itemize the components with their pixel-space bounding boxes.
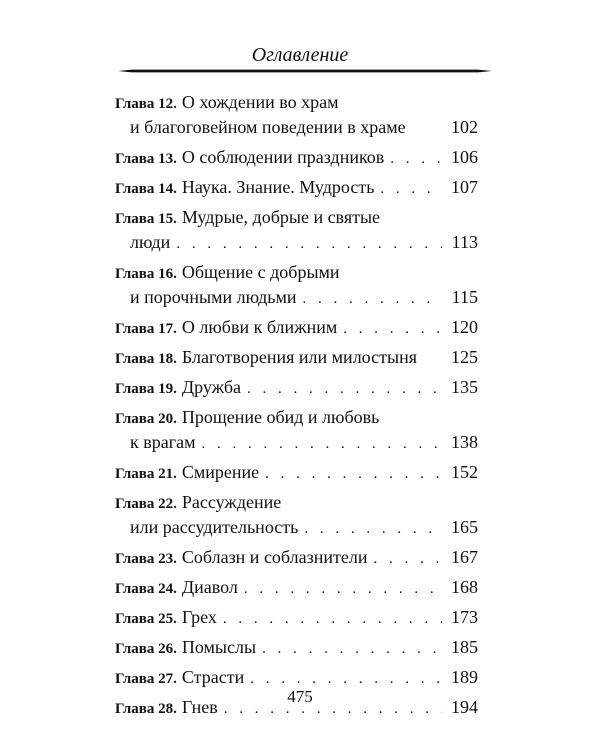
toc-entry (115, 575, 478, 600)
chapter-title: Благотворения или милостыня (181, 347, 417, 367)
chapter-page-number: 125 (451, 347, 478, 367)
chapter-page-number: 135 (451, 377, 478, 397)
toc-entry-line (115, 545, 478, 570)
dot-leader (202, 432, 443, 457)
toc-entry (115, 205, 478, 255)
toc-entry (115, 545, 478, 570)
chapter-title: или рассудительность (130, 517, 299, 537)
toc-entry (115, 175, 478, 200)
chapter-title: Наука. Знание. Мудрость (181, 177, 375, 197)
dot-leader (262, 637, 442, 662)
chapter-label: Глава 21. (115, 466, 177, 482)
toc-entry (115, 605, 478, 630)
chapter-page-number: 165 (451, 517, 478, 537)
chapter-title: и порочными людьми (130, 287, 297, 307)
dot-leader (265, 462, 442, 487)
toc-entry-line (115, 575, 478, 600)
chapter-page-number: 113 (451, 232, 478, 252)
toc-entry-line (115, 205, 478, 230)
chapter-label: Глава 26. (115, 641, 177, 657)
chapter-page-number: 168 (451, 577, 478, 597)
chapter-title: к врагам (130, 432, 196, 452)
toc-entry-line (115, 490, 478, 515)
chapter-label: Глава 12. (115, 96, 177, 112)
chapter-title: О хождении во храм (181, 92, 339, 112)
chapter-title: Смирение (181, 462, 260, 482)
chapter-title: О соблюдении праздников (181, 147, 385, 167)
chapter-label: Глава 15. (115, 211, 177, 227)
dot-leader (244, 577, 442, 602)
header-rule (118, 68, 492, 74)
toc-entry-line (115, 635, 478, 660)
dot-leader (176, 232, 442, 257)
toc-entry-line (115, 315, 478, 340)
chapter-label: Глава 17. (115, 321, 177, 337)
table-of-contents (115, 90, 478, 720)
toc-entry-line (115, 605, 478, 630)
dot-leader (303, 287, 442, 312)
chapter-page-number: 115 (451, 287, 478, 307)
toc-entry-line (115, 260, 478, 285)
dot-leader (373, 547, 442, 572)
toc-entry-line (115, 375, 478, 400)
chapter-label: Глава 13. (115, 151, 177, 167)
dot-leader (247, 377, 442, 402)
dot-leader (390, 147, 442, 172)
chapter-page-number: 138 (451, 432, 478, 452)
chapter-page-number: 152 (451, 462, 478, 482)
chapter-page-number: 102 (451, 117, 478, 137)
toc-entry (115, 460, 478, 485)
toc-entry-continuation (115, 230, 478, 255)
toc-entry (115, 375, 478, 400)
chapter-page-number: 185 (451, 637, 478, 657)
chapter-label: Глава 25. (115, 611, 177, 627)
chapter-title: Дружба (181, 377, 242, 397)
chapter-page-number: 189 (451, 667, 478, 687)
chapter-label: Глава 18. (115, 351, 177, 367)
toc-entry-continuation (115, 430, 478, 455)
chapter-label: Глава 19. (115, 381, 177, 397)
dot-leader (380, 177, 442, 202)
toc-entry (115, 635, 478, 660)
chapter-title: Диавол (181, 577, 238, 597)
header-rule-line (118, 70, 492, 73)
chapter-title: Прощение обид и любовь (181, 407, 380, 427)
toc-entry-line (115, 345, 478, 370)
toc-entry (115, 490, 478, 540)
running-header: Оглавление (251, 44, 349, 66)
chapter-title: Мудрые, добрые и святые (181, 207, 381, 227)
chapter-label: Глава 16. (115, 266, 177, 282)
chapter-label: Глава 20. (115, 411, 177, 427)
chapter-title: Страсти (181, 667, 245, 687)
chapter-title: Рассуждение (181, 492, 282, 512)
chapter-label: Глава 28. (115, 701, 177, 717)
toc-entry (115, 405, 478, 455)
chapter-page-number: 167 (451, 547, 478, 567)
chapter-title: Гнев (181, 697, 218, 717)
toc-entry-continuation (115, 515, 478, 540)
chapter-title: и благоговейном поведении в храме (130, 117, 406, 137)
chapter-label: Глава 22. (115, 496, 177, 512)
dot-leader (304, 517, 442, 542)
chapter-page-number: 194 (451, 697, 478, 717)
dot-leader (223, 607, 442, 632)
chapter-title: Соблазн и соблазнители (181, 547, 368, 567)
chapter-label: Глава 14. (115, 181, 177, 197)
toc-entry (115, 260, 478, 310)
toc-entry-line (115, 90, 478, 115)
chapter-label: Глава 24. (115, 581, 177, 597)
toc-entry-line (115, 405, 478, 430)
chapter-page-number: 107 (451, 177, 478, 197)
chapter-title: люди (130, 232, 171, 252)
chapter-label: Глава 23. (115, 551, 177, 567)
toc-entry (115, 345, 478, 370)
chapter-page-number: 173 (451, 607, 478, 627)
toc-entry (115, 90, 478, 140)
chapter-page-number: 106 (451, 147, 478, 167)
chapter-title: Общение с добрыми (181, 262, 340, 282)
chapter-title: Грех (181, 607, 217, 627)
toc-entry-line (115, 175, 478, 200)
toc-entry-continuation (115, 285, 478, 310)
toc-entry (115, 315, 478, 340)
chapter-label: Глава 27. (115, 671, 177, 687)
toc-entry-line (115, 145, 478, 170)
dot-leader (343, 317, 442, 342)
page-number: 475 (287, 687, 313, 706)
chapter-title: О любви к ближним (181, 317, 338, 337)
chapter-page-number: 120 (451, 317, 478, 337)
toc-entry (115, 145, 478, 170)
toc-entry-continuation (115, 115, 478, 140)
chapter-title: Помыслы (181, 637, 257, 657)
toc-entry-line (115, 460, 478, 485)
